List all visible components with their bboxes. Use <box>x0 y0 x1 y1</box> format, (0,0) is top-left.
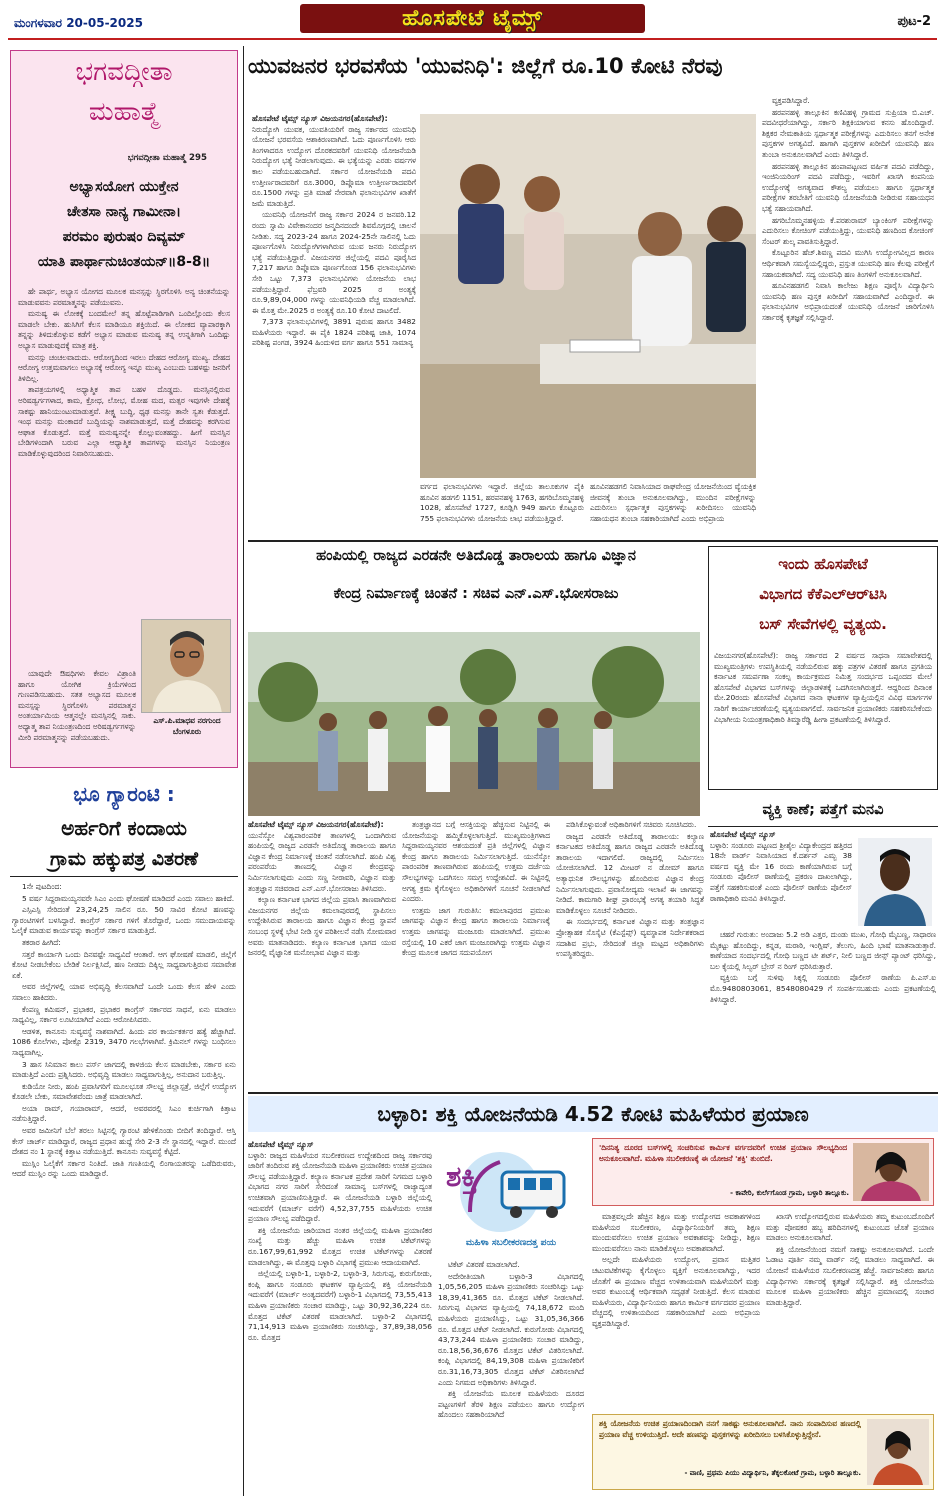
yuvanidhi-photo <box>420 114 756 478</box>
hampi-col-2 <box>402 820 550 1088</box>
hampi-headline-1: ಹಂಪಿಯಲ್ಲಿ ರಾಜ್ಯದ ಎರಡನೇ ಅತಿದೊಡ್ಡ ತಾರಾಲಯ ಹಾಗೂ ವಿಜ್ಞಾನ <box>316 548 636 564</box>
bhoo-para: 3 ಹಾಸ ಸಿನಿಮಾನ ಕಾಲು ಪರ್ಸ್ ಜಾಗದಲ್ಲಿ ಕಾಳಜಿಯ ಕೆಲಸ ಮಾಡಬೇಕು, ಸರ್ಕಾರ ಏನು ಮಾಡುತ್ತಿದೆ ಎಂದು ಪ್ರಶ್ನಿಸಿದರು. ಅಭಿವೃದ್ಧಿ ಮಾಡಲು ಸಾಧ್ಯವಾಗುತ್ತಿಲ್ಲ, ಅನುದಾನ ಬರುತ್ತಿಲ್ಲ. <box>12 1059 236 1080</box>
shloka-line: ಪರಮಂ ಪುರುಷಂ ದಿವ್ಯಮ್ <box>62 229 186 245</box>
woman-portrait-icon <box>853 1143 929 1201</box>
shakti-col-2 <box>438 1260 584 1492</box>
masthead <box>0 0 945 40</box>
bhoo-para: ಅಯಾ ರಾಮ್, ಗಯಾರಾಮ್, ಆದರೆ, ಅವರವರಲ್ಲಿ ಸಿಎಂ ಕುರ್ಚಿಗಾಗಿ ಕಿತ್ತಾಟ ನಡೆಸುತ್ತಿದ್ದಾರೆ. <box>12 1103 236 1124</box>
bhoo-para: ಎಸ್ಸಿಎಸ್ಪಿ ಸೇರಿದಂತೆ 23,24,25 ಸಾಲಿನ ರೂ. 50 ಸಾವಿರ ಕೋಟಿ ಹಣವನ್ನು ಗ್ಯಾರಂಟಿಗಳಿಗೆ ಬಳಸಿದ್ದಾರೆ. ಕಾಂಗ್ರೆಸ್ ಸರ್ಕಾರ ಗಳಿಗೆ ತೊರೆದ್ದಾರೆ, ಒಂದು ಸಮುದಾಯವನ್ನು ಓಲೈಕೆ ಮಾಡುವ ಕಾರ್ಯವನ್ನು ಕಾಂಗ್ರೆಸ್ ಸರ್ಕಾರ ಮಾಡುತ್ತಿದೆ. <box>12 905 236 936</box>
quote-2-photo <box>867 1419 929 1485</box>
quote-2-author: - ವಾಣಿ, ಪ್ರಥಮ ಪಿಯು ವಿದ್ಯಾರ್ಥಿನಿ, ತೆಕ್ಕಲಕೋಟೆ ಗ್ರಾಮ, ಬಳ್ಳಾರಿ ತಾಲ್ಲೂಕು. <box>684 1469 861 1477</box>
shakti-logo-caption: ಮಹಿಳಾ ಸಬಲೀಕರಣದತ್ತ ಪಯ <box>465 1238 557 1248</box>
yuvanidhi-para: ಕೊಟ್ಟೂರಿನ ಹೆಚ್.ಶಿವಣ್ಣ ಪದವಿ ಮುಗಿಸಿ ಉದ್ಯೋಗವಿಲ್ಲದ ಕಾರಣ ಆರ್ಥಿಕವಾಗಿ ಸಮಸ್ಯೆಯಲ್ಲಿದ್ದರು, ಪ್ರಸ್ತುತ ಯುವನಿಧಿ ಹಣ ಕೆಲವು ಪರೀಕ್ಷೆಗೆ ಸಹಾಯಕವಾಗಿದೆ. ಸದ್ಯ ಯುವನಿಧಿ ಹಣ ತಿಂಗಳಿಗೆ ಅನುಕೂಲವಾಗಿದೆ. <box>762 248 934 279</box>
shakti-col-1 <box>248 1140 432 1492</box>
quote-2-text: ಶಕ್ತಿ ಯೋಜನೆಯ ಉಚಿತ ಪ್ರಯಾಣದಿಂದಾಗಿ ನನಗೆ ಸಾಕಷ್ಟು ಅನುಕೂಲವಾಗಿದೆ. ನಾನು ಸಂಪಾದಿಸುವ ಹಣದಲ್ಲಿ ಪ್ರಯಾಣ ವೆಚ್ಚ ಉಳಿಯುತ್ತಿದೆ. ಅದೇ ಹಣವನ್ನು ಪುಸ್ತಕಗಳನ್ನು ಖರೀದಿಸಲು ಬಳಸಿಕೊಳ್ಳುತ್ತಿದ್ದೇನೆ. <box>599 1419 861 1439</box>
yuvanidhi-para: ಹಗರಿಬೊಮ್ಮನಹಳ್ಳಿಯ ಕೆ.ಪರಶುರಾಮ್ ಬ್ಯಾಂಕಿಂಗ್ ಪರೀಕ್ಷೆಗಳನ್ನು ಎದುರಿಸಲು ಕೋಚಿಂಗ್ ಪಡೆಯುತ್ತಿದ್ದು, ಯುವನಿಧಿ ಹಣದಿಂದ ಕೋಚಿಂಗ್ ಸೆಂಟರ್ ಶುಲ್ಕ ಪಾವತಿಸುತ್ತಿದ್ದಾರೆ. <box>762 215 934 246</box>
shakti-quote-2 <box>592 1414 934 1490</box>
missing-person-photo <box>858 838 932 926</box>
masthead-date: ಮಂಗಳವಾರ 20-05-2025 <box>14 16 143 30</box>
kkrtc-headline-2: ವಿಭಾಗದ ಕೆಕೆಎಲ್‌ಆರ್‌ಟಿಸಿ <box>759 585 887 603</box>
gita-para: ಯಾವುದೇ ಔಷಧಿಗಳು ಕೇವಲ ವಿಶ್ರಾಂತಿ ಹಾಗೂ ಯೋಗಿಕ ಕ್ರಿಯೆಗಳಿಂದ ಗುಣಪಡಿಸಬಹುದು. ಸತತ ಅಭ್ಯಾಸದ ಮೂಲಕ ಮನಸ್ಸನ್ನು ಸ್ಥಿರಗೊಳಿಸಿ ಪರಮಾತ್ಮನ ಅಂತರ್ಯಾಮಿಯ ಆತ್ಮನಲ್ಲೇ ಮನಸ್ಸಿನಲ್ಲಿ ಸಾಕು. ಅಧ್ಯಾತ್ಮ ತಾಪ ನಿಯಂತ್ರಣದಿಂದ ಅರಿಷಡ್ವರ್ಗಗಳನ್ನು ಮೀರಿ ಪರಮಾತ್ಮನನ್ನು ಪಡೆಯಬಹುದು. <box>18 669 136 742</box>
missing-rule <box>708 826 938 827</box>
author-name: ಎಸ್.ಪಿ.ಮಾಧವ ನರಗುಂದ <box>153 716 221 725</box>
hampi-byline: ಹೊಸಪೇಟೆ ಟೈಮ್ಸ್ ನ್ಯೂಸ್ ವಿಜಯನಗರ(ಹೊಸಪೇಟೆ): <box>248 820 384 829</box>
missing-headline: ವ್ಯಕ್ತಿ ಕಾಣೆ; ಪತ್ತೆಗೆ ಮನವಿ <box>762 802 884 818</box>
column-rule <box>243 46 244 1496</box>
shakti-para: ಶಕ್ತಿ ಯೋಜನೆಯ ಮೂಲಕ ಮಹಿಳೆಯರು ದೂರದ ಪಟ್ಟಣಗಳಿಗೆ ತೆರಳಿ ಶಿಕ್ಷಣ ಪಡೆಯಲು ಹಾಗೂ ಉದ್ಯೋಗ ಹೊಂದಲು ಸಹಕಾರಿಯಾಗಿದೆ <box>438 1389 584 1420</box>
section-rule <box>248 1092 938 1094</box>
page-number: ಪುಟ-2 <box>897 14 931 29</box>
bhoo-headline-2: ಅರ್ಹರಿಗೆ ಕಂದಾಯ <box>61 816 187 840</box>
bhoo-body <box>12 882 236 1490</box>
quote-1-photo <box>853 1143 929 1201</box>
shakti-para: ಜಿಲ್ಲೆಯಲ್ಲಿ ಬಳ್ಳಾರಿ-1, ಬಳ್ಳಾರಿ-2, ಬಳ್ಳಾರಿ-3, ಸಿರುಗುಪ್ಪ, ಕುರುಗೋಡು, ಕಂಪ್ಲಿ ಹಾಗೂ ಸಂಡೂರು ಘಟಕಗಳ ವ್ಯಾಪ್ತಿಯಲ್ಲಿ ಶಕ್ತಿ ಯೋಜನೆಯಡಿ ಇದುವರೆಗೆ (ಮಾರ್ಚ್ ಅಂತ್ಯದವರೆಗೆ) ಬಳ್ಳಾರಿ-1 ವಿಭಾಗದಲ್ಲಿ 73,55,413 ಮಹಿಳಾ ಪ್ರಯಾಣಿಕರು ಸಂಚಾರ ಮಾಡಿದ್ದು, ಒಟ್ಟು 30,92,36,224 ರೂ. ಮೊತ್ತದ ಟಿಕೆಟ್ ವಿತರಣೆ ಮಾಡಲಾಗಿದೆ. ಬಳ್ಳಾರಿ-2 ವಿಭಾಗದಲ್ಲಿ 71,14,913 ಮಹಿಳಾ ಪ್ರಯಾಣಿಕರು ಸಂಚರಿಸಿದ್ದು, 37,89,38,056 ರೂ. ಮೊತ್ತದ <box>248 1269 432 1342</box>
paper-name-logo: ಹೊಸಪೇಟೆ ಟೈಮ್ಸ್ <box>300 4 645 33</box>
yuvanidhi-col-2: ವರ್ಗದ ಫಲಾನುಭವಿಗಳು ಇದ್ದಾರೆ. ಜಿಲ್ಲೆಯ ತಾಲೂಕುಗಳ ಪೈಕಿ ಹೂವಿನ ಹಡಗಲಿ 1151, ಹರಪನಹಳ್ಳಿ 1763, ಹಗರಿಬೊಮ್ಮನಹಳ್ಳಿ 1028, ಹೊಸಪೇಟೆ 1727, ಕೂಡ್ಲಿಗಿ 949 ಹಾಗೂ ಕೊಟ್ಟೂರು 755 ಫಲಾನುಭವಿಗಳು ಯೋಜನೆಯ ಲಾಭ ಪಡೆಯುತ್ತಿದ್ದಾರೆ. <box>420 482 584 523</box>
bhoo-headline-1: ಭೂ ಗ್ಯಾರಂಟಿ : <box>73 782 175 806</box>
missing-byline: ಹೊಸಪೇಟೆ ಟೈಮ್ಸ್ ನ್ಯೂಸ್ <box>710 830 776 839</box>
quote-1-author: - ಕಾವೇರಿ, ಕುರ್ಲೆಗೊಂಡ ಗ್ರಾಮ, ಬಳ್ಳಾರಿ ತಾಲ್ಲೂಕು. <box>730 1189 849 1197</box>
site-visit-photo-icon <box>248 632 700 816</box>
shakti-byline: ಹೊಸಪೇಟೆ ಟೈಮ್ಸ್ ನ್ಯೂಸ್ <box>248 1140 314 1149</box>
masthead-rule <box>8 38 937 40</box>
shakti-para: ಟಿಕೆಟ್ ವಿತರಣೆ ಮಾಡಲಾಗಿದೆ. <box>448 1260 520 1269</box>
yuvanidhi-para: ಹರಪನಹಳ್ಳಿ ತಾಲ್ಲೂಕಿನ ಹಂಪಾಪಟ್ಟಣದ ವರ್ಷಿತ ಪದವಿ ಪಡೆದಿದ್ದು, ಇಂಜಿನಿಯರಿಂಗ್ ಪದವಿ ಪಡೆದಿದ್ದು, ಇವರಿಗೆ ಖಾಸಗಿ ಕಂಪನಿಯ ಉದ್ಯೋಗಕ್ಕೆ ಅಗತ್ಯವಾದ ಕೌಶಲ್ಯ ಪಡೆಯಲು ಹಾಗೂ ಸ್ಪರ್ಧಾತ್ಮಕ ಪರೀಕ್ಷೆಗಳ ತರಬೇತಿಗೆ ಯುವನಿಧಿ ಯೋಜನೆಯಡಿ ನೀಡಿರುವ ಸಹಾಯಧನ ಭತ್ಯೆ ಸಹಾಯವಾಗಿದೆ. <box>762 161 934 213</box>
missing-para: ಚಹರೆ ಗುರುತು: ಅಂದಾಜು 5.2 ಅಡಿ ಎತ್ತರ, ದುಂಡು ಮುಖ, ಗೋಧಿ ಮೈಬಣ್ಣ, ಸಾಧಾರಣ ಮೈಕಟ್ಟು ಹೊಂದಿದ್ದು, ಕನ್ನಡ, ಮರಾಠಿ, ಇಂಗ್ಲಿಷ್, ತೆಲುಗು, ಹಿಂದಿ ಭಾಷೆ ಮಾತನಾಡುತ್ತಾರೆ. ಕಾಣೆಯಾದ ಸಂದರ್ಭದಲ್ಲಿ ಗೋಧಿ ಬಣ್ಣದ ಟೀ ಶರ್ಟ್, ನೀಲಿ ಬಣ್ಣದ ಜೀನ್ಸ್ ಪ್ಯಾಂಟ್ ಧರಿಸಿದ್ದು, ಬಲ ಕೈಯಲ್ಲಿ ಸಿಲ್ವರ್ ಬ್ರೇಸ್ ನ ರಿಂಗ್ ಧರಿಸಿರುತ್ತಾರೆ. <box>710 930 936 971</box>
gita-para: ತಾಪತ್ರಯಗಳಲ್ಲಿ ಅಧ್ಯಾತ್ಮಿಕ ತಾಪ ಬಹಳ ದೊಡ್ಡದು. ಮನಸ್ಸಿನಲ್ಲಿರುವ ಅರಿಷಡ್ವರ್ಗಗಳಾದ, ಕಾಮ, ಕ್ರೋಧ, ಲೋಭ, ಮೋಹ ಮದ, ಮತ್ಸರ ಇವುಗಳೇ ದೇಹಕ್ಕೆ ಸಾಕಷ್ಟು ಹಾನಿಯುಂಟುಮಾಡುತ್ತವೆ. ತೀಕ್ಷ್ಣ ಬುದ್ಧಿ, ಧೃಢ ಮನಸ್ಸು ತಾನೇ ಸ್ವತಃ ಕೆಡುತ್ತದೆ. ಇಂಥ ಮನಸ್ಸು ಮಂಕಾದರೆ ಬುದ್ಧಿಯನ್ನು ನಾಶಮಾಡುತ್ತದೆ, ಮತ್ತೆ ದೇಹವನ್ನು ಕರಗಿಸುವ ಆಘಾತ ಕೊಡುತ್ತದೆ. ಮತ್ತೆ ಮನುಷ್ಯನನ್ನೇ ಕೊಲ್ಲುವಂತಹದ್ದು. ಹೀಗೆ ಮನಸ್ಸಿನ ಬೇಡಿಗಳಿಂದಾಗಿ ಬರುವ ಎಲ್ಲಾ ಆಧ್ಯಾತ್ಮಿಕ ತಾಪಗಳನ್ನು ಮನಸ್ಸಿನ ನಿಯಂತ್ರಣ ಮಾಡಿಕೊಳ್ಳುವುದರಿಂದ ನಿವಾರಿಸಬಹುದು. <box>18 385 230 458</box>
yuvanidhi-para: ಹರಪನಹಳ್ಳಿ ತಾಲ್ಲೂಕಿನ ಕಣಿವಿಹಳ್ಳಿ ಗ್ರಾಮದ ಸುಪ್ರಿಯಾ ಬಿ.ಎಚ್. ಪದವೀಧರೆಯಾಗಿದ್ದು, ಸರ್ಕಾರಿ ಶಿಕ್ಷಕಿಯಾಗುವ ಕನಸು ಹೊಂದಿದ್ದಾರೆ. ಶಿಕ್ಷಕರ ನೇಮಕಾತಿಯ ಸ್ಪರ್ಧಾತ್ಮಕ ಪರೀಕ್ಷೆಗಳನ್ನು ಎದುರಿಸಲು ತನಗೆ ಅನೇಕ ಪುಸ್ತಕಗಳ ಅಗತ್ಯವಿದೆ. ಹಾಗಾಗಿ ಪುಸ್ತಕಗಳ ಖರೀದಿಗೆ ಯುವನಿಧಿ ಹಣ ತುಂಬಾ ಅನುಕೂಲವಾಗಿದೆ ಎಂದು ತಿಳಿಸಿದ್ದಾರೆ. <box>762 107 934 159</box>
missing-body-top <box>710 830 852 928</box>
kkrtc-headline-3: ಬಸ್ ಸೇವೆಗಳಲ್ಲಿ ವ್ಯತ್ಯಯ. <box>759 615 887 633</box>
shakti-headline: ಬಳ್ಳಾರಿ: ಶಕ್ತಿ ಯೋಜನೆಯಡಿ 4.52 ಕೋಟಿ ಮಹಿಳೆಯರ ಪ್ರಯಾಣ <box>248 1096 938 1132</box>
yuvanidhi-byline: ಹೊಸಪೇಟೆ ಟೈಮ್ಸ್ ನ್ಯೂಸ್ ವಿಜಯನಗರ(ಹೊಸಪೇಟೆ): <box>252 114 388 123</box>
gita-para: ಮನಸ್ಸು ಚಂಚಲವಾದುದು. ಆರೋಗ್ಯದಿಂದ ಇರಲು ದೇಹದ ಆರೋಗ್ಯ ಮುಖ್ಯ. ದೇಹದ ಆರೋಗ್ಯ ಉತ್ತಮವಾಗಲು ಅಭ್ಯಾಸಕ್ಕೆ ಆರೋಗ್ಯ ಇನ್ನೂ ಮುಖ್ಯ ಎಂಬುದು ಬಹಳಷ್ಟು ಜನರಿಗೆ ತಿಳಿದಿಲ್ಲ. <box>18 352 230 383</box>
kkrtc-headline-1: ಇಂದು ಹೊಸಪೇಟೆ <box>778 555 868 573</box>
gita-title-2: ಮಹಾತ್ಮೆ <box>88 97 160 127</box>
hampi-article <box>248 544 704 1090</box>
hampi-para: ಈ ಸಂದರ್ಭದಲ್ಲಿ ಕರ್ನಾಟಕ ವಿಜ್ಞಾನ ಮತ್ತು ತಂತ್ರಜ್ಞಾನ ಪ್ರೋತ್ಸಾಹಕ ಸೊಸೈಟಿ (ಕೆಎಸ್ಟೆಪ್ಸ್) ವ್ಯವಸ್ಥಾಪಕ ನಿರ್ದೇಶಕರಾದ ಸದಾಶಿವ ಪ್ರಭು, ಸೇರಿದಂತೆ ಜಿಲ್ಲಾ ಮಟ್ಟದ ಅಧಿಕಾರಿಗಳು ಉಪಸ್ಥಿತರಿದ್ದರು. <box>556 917 704 959</box>
shloka-line: ಚೇತಸಾ ನಾನ್ಯ ಗಾಮೀನಾ। <box>66 204 182 220</box>
missing-body-bottom <box>710 930 936 1088</box>
gita-box <box>10 50 238 768</box>
hampi-para: ಕಲ್ಯಾಣ ಕರ್ನಾಟಕ ಭಾಗದ ಜಿಲ್ಲೆಯ ಪ್ರವಾಸಿ ತಾಣವಾಗಿರುವ ವಿಜಯನಗರ ಜಿಲ್ಲೆಯ ಕಮಲಾಪುರದಲ್ಲಿ ಸ್ಥಾಪಿಸಲು ಉದ್ದೇಶಿಸಿರುವ ತಾರಾಲಯ ಹಾಗೂ ವಿಜ್ಞಾನ ಕೇಂದ್ರ ಸ್ಥಾಪನೆ ಸಂಬಂಧ ಸ್ಥಳಕ್ಕೆ ಭೇಟಿ ನೀಡಿ ಸ್ಥಳ ಪರಿಶೀಲನೆ ನಡೆಸಿ ಸೋಮವಾರ ಅವರು ಮಾತನಾಡಿದರು. ಕಲ್ಯಾಣ ಕರ್ನಾಟಕ ಭಾಗದ ಯುವ ಜನರಲ್ಲಿ ವೈಜ್ಞಾನಿಕ ಮನೋಭಾವ ವಿಜ್ಞಾನ ಮತ್ತು <box>248 895 396 958</box>
hampi-photo <box>248 632 700 816</box>
shakti-para: ಮಾತ್ರವಲ್ಲದೇ ಹೆಚ್ಚಿನ ಶಿಕ್ಷಣ ಮತ್ತು ಉದ್ಯೋಗದ ಅವಕಾಶಗಳಿಂದ ಮಹಿಳೆಯರ ಸಬಲೀಕರಣ, ವಿದ್ಯಾರ್ಥಿನಿಯರಿಗೆ ತಮ್ಮ ಶಿಕ್ಷಣ ಮುಂದುವರೆಸಲು ಉಚಿತ ಪ್ರಯಾಣ ಅವಕಾಶವನ್ನು ನೀಡಿದ್ದು, ಶಿಕ್ಷಣ ಮುಂದುವರೆಸಲು ನಾನು ಮಾಡಿಕೊಳ್ಳಲು ಅವಕಾಶವಾಗಿದೆ. <box>592 1212 760 1253</box>
author-place: ಬೆಂಗಳೂರು <box>172 727 202 736</box>
bhoo-para: ತಕರಾರ ಹೀಗಿದೆ: <box>22 937 61 947</box>
yuvanidhi-para: ನಿರುದ್ಯೋಗಿ ಯುವಕ, ಯುವತಿಯರಿಗೆ ರಾಜ್ಯ ಸರ್ಕಾರದ ಯುವನಿಧಿ ಯೋಜನೆ ಭರವಸೆಯ ಆಶಾಕಿರಣವಾಗಿದೆ. ಓದು ಪೂರ್ಣಗೊಳಿಸಿ ಆರು ತಿಂಗಳಾದರೂ ಉದ್ಯೋಗ ದೊರಕದವರಿಗೆ ಯುವನಿಧಿ ಯೋಜನೆಯಡಿ ನಿರುದ್ಯೋಗ ಭತ್ಯೆ ನೀಡಲಾಗುವುದು. ಈ ಭತ್ಯೆಯನ್ನು ಎರಡು ವರ್ಷಗಳ ಕಾಲ ಪಡೆಯಬಹುದಾಗಿದೆ. ಸರ್ಕಾರ ಯೋಜನೆಯಡಿ ಪದವಿ ಉತ್ತೀರ್ಣರಾದವರಿಗೆ ರೂ.3000, ಡಿಪ್ಲೊಮಾ ಉತ್ತೀರ್ಣರಾದವರಿಗೆ ರೂ.1500 ಗಳನ್ನು ಪ್ರತಿ ಮಾಹೆ ನೇರವಾಗಿ ಫಲಾನುಭವಿಗಳ ಖಾತೆಗೆ ಜಮೆ ಮಾಡುತ್ತಿದೆ. <box>252 124 416 208</box>
bhoo-rule <box>10 876 238 877</box>
yuvanidhi-col-4 <box>762 96 934 536</box>
missing-article <box>708 798 938 1090</box>
hampi-col-3 <box>556 820 704 1088</box>
yuvanidhi-col-3: ಹೂವಿನಹಡಗಲಿ ನಿವಾಸಿಯಾದ ರಾಘವೇಂದ್ರ ಯೋಜನೆಯಿಂದ ವ್ಯೆಯಕ್ತಿಕ ಜೀವನಕ್ಕೆ ತುಂಬಾ ಅನುಕೂಲವಾಗಿದ್ದು, ಮುಂದಿನ ಪರೀಕ್ಷೆಗಳನ್ನು ಎದುರಿಸಲು ಸ್ಪರ್ಧಾತ್ಮಕ ಪುಸ್ತಕಗಳನ್ನು ಖರೀದಿಸಲು ಯುವನಿಧಿ ಸಹಾಯಧನ ತುಂಬಾ ಸಹಕಾರಿಯಾಗಿದೆ ಎಂದು ಅಭಿಪ್ರಾಯ <box>590 482 756 523</box>
yuvanidhi-para: ಯುವನಿಧಿ ಯೋಜನೆಗೆ ರಾಜ್ಯ ಸರ್ಕಾರ 2024 ರ ಜನವರಿ.12 ರಂದು ಸ್ವಾಮಿ ವಿವೇಕಾನಂದರ ಜನ್ಮದಿನದಂದೇ ಶಿವಮೊಗ್ಗದಲ್ಲಿ ಚಾಲನೆ ನೀಡಿತು. ಸದ್ಯ 2023-24 ಹಾಗೂ 2024-25ನೇ ಸಾಲಿನಲ್ಲಿ ಓದು ಪೂರ್ಣಗೊಳಿಸಿ ನಿರುದ್ಯೋಗಿಗಳಾಗಿರುವ ಯುವ ಜನರು ನಿರುದ್ಯೋಗ ಭತ್ಯೆ ಪಡೆಯುತ್ತಿದ್ದಾರೆ. ವಿಜಯನಗರ ಜಿಲ್ಲೆಯಲ್ಲಿ ಪದವಿ ಪೂರೈಸಿದ 7,217 ಹಾಗೂ ಡಿಪ್ಲೊಮಾ ಪೂರ್ಣಗೊಂಡ 156 ಫಲಾನುಭವಿಗಳು ಸೇರಿ ಒಟ್ಟು 7,373 ಫಲಾನುಭವಿಗಳು ಯೋಜನೆಯ ಲಾಭ ಪಡೆಯುತ್ತಿದ್ದಾರೆ. ಫೆಬ್ರವರಿ 2025 ರ ಅಂತ್ಯಕ್ಕೆ ರೂ.9,89,04,000 ಗಳನ್ನು ಯುವನಿಧಿಯಡಿ ವೆಚ್ಚ ಮಾಡಲಾಗಿದೆ. ಈ ಮೊತ್ತ ಮೇ.2025 ರ ಅಂತ್ಯಕ್ಕೆ ರೂ.10 ಕೋಟಿ ದಾಟಲಿದೆ. <box>252 210 416 315</box>
gita-para: ಹೇ ಪಾರ್ಥ, ಅಭ್ಯಾಸ ಯೋಗದ ಮೂಲಕ ಮನಸ್ಸನ್ನು ಸ್ಥಿರಗೊಳಿಸಿ ಅನ್ಯ ಚಿಂತನೆಯನ್ನು ಮಾಡುವವನು ಪರಮಾತ್ಮನನ್ನು ಪಡೆಯುವನು. <box>18 287 230 307</box>
yuvanidhi-para: 7,373 ಫಲಾನುಭವಿಗಳಲ್ಲಿ 3891 ಪುರುಷ ಹಾಗೂ 3482 ಮಹಿಳೆಯರು ಇದ್ದಾರೆ. ಈ ಪೈಕಿ 1824 ಪರಿಶಿಷ್ಟ ಜಾತಿ, 1074 ಪರಿಶಿಷ್ಟ ಪಂಗಡ, 3924 ಹಿಂದುಳಿದ ವರ್ಗ ಹಾಗೂ 551 ಸಾಮಾನ್ಯ <box>252 317 416 348</box>
author-photo <box>141 619 231 713</box>
yuvanidhi-col-1 <box>252 114 416 534</box>
yuvanidhi-para: ಹೂವಿನಹಡಗಲಿ ನಿವಾಸಿ ಕಾಲೇಜು ಶಿಕ್ಷಣ ಪೂರೈಸಿ ವಿದ್ಯಾರ್ಥಿನಿ ಯುವನಿಧಿ ಹಣ ಪುಸ್ತಕ ಖರೀದಿಗೆ ಸಹಾಯವಾಗಿದೆ ಎಂದಿದ್ದಾರೆ. ಈ ಫಲಾನುಭವಿಗಳ ಅಭಿಪ್ರಾಯದಂತೆ ಯುವನಿಧಿ ಯೋಜನೆ ಜಾರಿಗೊಳಿಸಿ ಸರ್ಕಾರಕ್ಕೆ ಕೃತಜ್ಞತೆ ಸಲ್ಲಿಸಿದ್ದಾರೆ. <box>762 281 934 322</box>
gita-shloka <box>15 175 233 275</box>
shloka-line: ಯಾತಿ ಪಾರ್ಥಾನುಚಿಂತಯನ್॥8-8॥ <box>37 254 211 270</box>
yuvanidhi-headline: ಯುವಜನರ ಭರವಸೆಯ 'ಯುವನಿಧಿ': ಜಿಲ್ಲೆಗೆ ರೂ.10 ಕೋಟಿ ನೆರವು <box>248 54 723 78</box>
shakti-para: ಅದೇರೀತಿಯಾಗಿ ಬಳ್ಳಾರಿ-3 ವಿಭಾಗದಲ್ಲಿ 1,05,56,205 ಮಹಿಳಾ ಪ್ರಯಾಣಿಕರು ಸಂಚರಿಸಿದ್ದು ಒಟ್ಟು 18,39,41,365 ರೂ. ಮೊತ್ತದ ಟಿಕೆಟ್ ನೀಡಲಾಗಿದೆ. ಸಿರುಗುಪ್ಪ ವಿಭಾಗದ ವ್ಯಾಪ್ತಿಯಲ್ಲಿ 74,18,672 ಮಂದಿ ಮಹಿಳೆಯರು ಪ್ರಯಾಣಿಸಿದ್ದು, ಒಟ್ಟು 31,05,36,366 ರೂ. ಮೊತ್ತದ ಟಿಕೆಟ್ ನೀಡಲಾಗಿದೆ. ಕುರುಗೋಡು ವಿಭಾಗದಲ್ಲಿ 43,73,244 ಮಹಿಳಾ ಪ್ರಯಾಣಿಕರು ಸಂಚಾರ ಮಾಡಿದ್ದು, ರೂ.18,56,36,676 ಮೊತ್ತದ ಟಿಕೆಟ್ ವಿತರಿಸಲಾಗಿದೆ. ಕಂಪ್ಲಿ ವಿಭಾಗದಲ್ಲಿ 84,19,308 ಮಹಿಳಾ ಪ್ರಯಾಣಿಕರಿಗೆ ರೂ.31,16,73,305 ಮೊತ್ತದ ಟಿಕೆಟ್ ವಿತರಿಸಲಾಗಿದೆ ಎಂದು ನಿಗಮದ ಅಧಿಕಾರಿಗಳು ತಿಳಿಸಿದ್ದಾರೆ. <box>438 1271 584 1387</box>
shloka-line: ಅಭ್ಯಾಸಯೋಗ ಯುಕ್ತೇನ <box>69 179 179 195</box>
gita-series: ಭಗವದ್ಗೀತಾ ಮಹಾತ್ಮೆ 295 <box>127 153 207 163</box>
bhoo-para: ಅವರ ಜಿಲ್ಲೆಗಳಲ್ಲಿ ಯಾವ ಅಭಿವೃದ್ಧಿ ಕೆಲಸವಾಗಿದೆ ಒಂದೇ ಒಂದು ಕೆಲಸ ಹೇಳಿ ಎಂದು ಸವಾಲು ಹಾಕಿದರು. <box>12 982 236 1002</box>
missing-para: ವ್ಯಕ್ತಿಯ ಬಗ್ಗೆ ಸುಳಿವು ಸಿಕ್ಕಲ್ಲಿ ಸಂಡೂರು ಪೊಲೀಸ್ ಠಾಣೆಯ ಪಿ.ಎಸ್.ಐ ಮೊ.9480803061, 8548080429 ಗೆ ಸಂಪರ್ಕಿಸಬಹುದು ಎಂದು ಪ್ರಕಟಣೆಯಲ್ಲಿ ತಿಳಿಸಿದ್ದಾರೆ. <box>710 973 936 1004</box>
bhoo-para: ಆಡಳಿತ, ಕಾನೂನು ಸುವ್ಯವಸ್ಥೆ ನಾಶವಾಗಿದೆ. ಹಿಂದು ಪರ ಕಾರ್ಯಕರ್ತರ ಹತ್ಯೆ ಹೆಚ್ಚಾಗಿದೆ. 1086 ಕೊಲೆಗಳು, ಪೋಕ್ಸೊ 2319, 3470 ಗಲಭೆಗಳಾಗಿವೆ. ಕ್ರಿಮಿನಲ್ ಗಳನ್ನು ಬಂಧಿಸಲು ಸಾಧ್ಯವಾಗಿಲ್ಲ. <box>12 1026 236 1057</box>
kkrtc-body: ವಿಜಯನಗರ(ಹೊಸಪೇಟೆ): ರಾಜ್ಯ ಸರ್ಕಾರದ 2 ವರ್ಷದ ಸಾಧನಾ ಸಮಾವೇಶದಲ್ಲಿ ಮುಖ್ಯಮಂತ್ರಿಗಳು ಉಪಸ್ಥಿತಿಯಲ್ಲಿ ನಡೆಯಲಿರುವ ಹಕ್ಕು ಪತ್ರಗಳ ವಿತರಣೆ ಹಾಗೂ ಪ್ರಗತಿಯ ಕರ್ನಾಟಕ ಸಮರ್ಪಣಾ ಸಂಕಲ್ಪ ಕಾರ್ಯಕ್ರಮದ ನಿಮಿತ್ತ ಸಂದರ್ಭದ ಒಪ್ಪಂದದ ಮೇಲೆ ಹೊಸಪೇಟೆ ವಿಭಾಗದ ಬಸ್‌ಗಳನ್ನು ಜಿಲ್ಲಾಡಳಿತಕ್ಕೆ ಒದಗಿಸಲಾಗಿರುತ್ತದೆ. ಆದ್ದರಿಂದ ದಿನಾಂಕ ಮೇ.20ರಂದು ಹೊಸಪೇಟೆ ವಿಭಾಗದ ನಾನಾ ಘಟಕಗಳ ವ್ಯಾಪ್ತಿಯಲ್ಲಿನ ವಿವಿಧ ಮಾರ್ಗಗಳ ಸಾರಿಗೆ ಕಾರ್ಯಾಚರಣೆಯಲ್ಲಿ ವ್ಯತ್ಯಯವಾಗಲಿದೆ. ಸಾರ್ವಜನಿಕ ಪ್ರಯಾಣಿಕರು ಸಹಕರಿಸಬೇಕೆಂದು ವಿಭಾಗೀಯ ನಿಯಂತ್ರಣಾಧಿಕಾರಿ ತಿಮ್ಮಾರೆಡ್ಡಿ ಹೀಗಾ ಪ್ರಕಟಣೆಯಲ್ಲಿ ತಿಳಿಸಿದ್ದಾರೆ. <box>714 651 932 724</box>
gita-body <box>18 287 230 667</box>
hampi-para: ರಾಜ್ಯದ ಎರಡನೇ ಅತಿದೊಡ್ಡ ತಾರಾಲಯ: ಕಲ್ಯಾಣ ಕರ್ನಾಟಕದ ಅತಿದೊಡ್ಡ ಹಾಗೂ ರಾಜ್ಯದ ಎರಡನೇ ಅತಿದೊಡ್ಡ ತಾರಾಲಯ ಇದಾಗಲಿದೆ. ರಾಜ್ಯದಲ್ಲಿ ನಿರ್ಮಿಸಲು ಯೋಜಿಸಲಾಗಿದೆ. 12 ಮೀಟರ್ ನ ಡೋಮ್ ಹಾಗೂ ಅತ್ಯಾಧುನಿಕ ಸೌಲಭ್ಯಗಳನ್ನು ಹೊಂದಿರುವ ವಿಜ್ಞಾನ ಕೇಂದ್ರ ನಿರ್ಮಿಸಲಾಗುವುದು. ಪ್ರವಾಸೋದ್ಯಮ ಇಲಾಖೆ ಈ ಜಾಗವನ್ನು ನೀಡಿದೆ. ಕಾಮಗಾರಿ ಶೀಘ್ರ ಪ್ರಾರಂಭಕ್ಕೆ ಅಗತ್ಯ ತಯಾರಿ ಸಿದ್ಧತೆ ಮಾಡಿಕೊಳ್ಳಲು ಸೂಚನೆ ನೀಡಿದರು. <box>556 831 704 915</box>
author-portrait-icon <box>142 620 231 713</box>
bhoo-para: 5 ವರ್ಷ ಸಿದ್ದರಾಮಯ್ಯನವರೇ ಸಿಎಂ ಎಂದು ಘೋಷಣೆ ಮಾಡಿದರೆ ಎಂದು ಸವಾಲು ಹಾಕಿದೆ. <box>22 893 235 903</box>
hampi-col-1 <box>248 820 396 1088</box>
bhoo-para: ಕೆಂಪಣ್ಣ ಕಮಿಷನ್, ಪ್ರಭಾಕರ, ಪ್ರಭಾಕರ ಕಾಂಗ್ರೆಸ್ ಸರ್ಕಾರದ ಸಾಧನೆ, ಏನು ಮಾಡಲು ಸಾಧ್ಯವಿಲ್ಲ, ಸರ್ಕಾರ ಲೂಟಿಯಾಗಿದೆ ಎಂದು ಆರೋಪಿಸಿದರು. <box>12 1004 236 1025</box>
hampi-para: ಯುನೆಸ್ಕೋ ವಿಶ್ವಪಾರಂಪರಿಕ ತಾಣಗಳಲ್ಲಿ ಒಂದಾಗಿರುವ ಹಂಪಿಯಲ್ಲಿ ರಾಜ್ಯದ ಎರಡನೇ ಅತಿದೊಡ್ಡ ತಾರಾಲಯ ಹಾಗೂ ವಿಜ್ಞಾನ ಕೇಂದ್ರ ನಿರ್ಮಾಣಕ್ಕೆ ಚಿಂತನೆ ನಡೆಸಲಾಗಿದೆ. ಹಂಪಿ ವಿಶ್ವ ಪರಂಪರೆಯ ತಾಣದಲ್ಲಿ ವಿಜ್ಞಾನ ಕೇಂದ್ರವನ್ನು ನಿರ್ಮಿಸಲಾಗುವುದು ಎಂದು ಸಣ್ಣ ನೀರಾವರಿ, ವಿಜ್ಞಾನ ಮತ್ತು ತಂತ್ರಜ್ಞಾನ ಸಚಿವರಾದ ಎನ್.ಎಸ್.ಭೋಸರಾಜು ತಿಳಿಸಿದರು. <box>248 830 396 893</box>
yuvanidhi-para: ವ್ಯಕ್ತಪಡಿಸಿದ್ದಾರೆ. <box>772 96 810 105</box>
shakti-logo <box>440 1142 582 1256</box>
shakti-col-3 <box>592 1212 760 1408</box>
bhoo-headline-3: ಗ್ರಾಮ ಹಕ್ಕುಪತ್ರ ವಿತರಣೆ <box>50 848 198 870</box>
shakti-col-4 <box>766 1212 934 1408</box>
shakti-logo-word: ಶಕ್ತಿ <box>446 1160 477 1193</box>
bhoo-para: 1ನೇ ಪುಟದಿಂದ: <box>22 882 62 891</box>
shakti-para: ಶಕ್ತಿ ಯೋಜನೆಯಿಂದ ನಮಗೆ ಸಾಕಷ್ಟು ಅನುಕೂಲವಾಗಿದೆ. ಒಂದೇ ಓಡಾಟ ಪೂರ್ತಿ ನಮ್ಮ ವಾರ್ಡ್ ನಲ್ಲಿ ಮಾಡಲು ಸಾಧ್ಯವಾಗಿದೆ. ಈ ಯೋಜನೆ ಮಹಿಳೆಯರ ಸಬಲೀಕರಣದತ್ತ ಹೆಜ್ಜೆ. ಸಾರ್ವಜನಿಕರು ಹಾಗೂ ವಿದ್ಯಾರ್ಥಿಗಳು ಸರ್ಕಾರಕ್ಕೆ ಕೃತಜ್ಞತೆ ಸಲ್ಲಿಸಿದ್ದಾರೆ. ಶಕ್ತಿ ಯೋಜನೆಯ ಮೂಲಕ ಮಹಿಳಾ ಪ್ರಯಾಣಿಕರು ಹೆಚ್ಚಿನ ಪ್ರಮಾಣದಲ್ಲಿ ಸಂಚಾರ ಮಾಡುತ್ತಿದ್ದಾರೆ. <box>766 1244 934 1307</box>
bhoo-para: ಅವರ ಜಮೀನಿಗೆ ಬೆಲೆ ತರಲು ಸಿಟ್ಟಿನಲ್ಲಿ ಗ್ಯಾರಂಟಿ ಹೇಳಿಕೊಂಡು ಬೀದಿಗೆ ತಂದಿದ್ದಾರೆ. ಆಸ್ತಿ ಕೇಸ್ ಚಾರ್ಜ್ ಮಾಡಿದ್ದಾರೆ, ರಾಜ್ಯದ ಪ್ರಧಾನ ಹುದ್ದೆ ಸೇರಿ 2-3 ನೇ ಸ್ಥಾನದಲ್ಲಿ ಇದ್ದಾರೆ. ಮುಂದೆ ದೇಶದ ನಂ 1 ಸ್ಥಾನಕ್ಕೆ ಕಿತ್ತಾಟ ನಡೆಯುತ್ತಿದೆ. ಕಾನೂನು ಸುವ್ಯವಸ್ಥೆ ಕೆಟ್ಟಿದೆ. <box>12 1126 236 1157</box>
shakti-para: ಶಕ್ತಿ ಯೋಜನೆಯ ಜಾರಿಯಾದ ನಂತರ ಜಿಲ್ಲೆಯಲ್ಲಿ ಮಹಿಳಾ ಪ್ರಯಾಣಿಕರ ಸಂಖ್ಯೆ ಮತ್ತು ಹೆಚ್ಚು ಮಹಿಳಾ ಉಚಿತ ಟಿಕೆಟ್‌ಗಳನ್ನು ರೂ.167,99,61,992 ಮೊತ್ತದ ಉಚಿತ ಟಿಕೆಟ್‌ಗಳನ್ನು ವಿತರಣೆ ಮಾಡಲಾಗಿದ್ದು, ಈ ಮೊತ್ತವು ಬಳ್ಳಾರಿ ವಿಭಾಗಕ್ಕೆ ಪ್ರಮುಖ ಆದಾಯವಾಗಿದೆ. <box>248 1225 432 1267</box>
bhoo-para: ಮುಸ್ಲಿಂ ಓಲೈಕೆಗೆ ಸರ್ಕಾರ ನಿಂತಿದೆ. ಜಾತಿ ಗಣತಿಯಲ್ಲಿ ಲಿಂಗಾಯತರನ್ನು ಒಡೆದಿರುವರು, ಆದರೆ ಮುಸ್ಲಿಂ ರನ್ನು ಒಂದು ಮಾಡಿದ್ದಾರೆ. <box>12 1158 236 1179</box>
shakti-para: ಬಳ್ಳಾರಿ: ರಾಜ್ಯದ ಮಹಿಳೆಯರ ಸಬಲೀಕರಣದ ಉದ್ದೇಶದಿಂದ ರಾಜ್ಯ ಸರ್ಕಾರವು ಜಾರಿಗೆ ತಂದಿರುವ ಶಕ್ತಿ ಯೋಜನೆಯಡಿ ಮಹಿಳಾ ಪ್ರಯಾಣಿಕರು ಉಚಿತ ಪ್ರಯಾಣ ಸೌಲಭ್ಯ ಪಡೆಯುತ್ತಿದ್ದಾರೆ. ಕಲ್ಯಾಣ ಕರ್ನಾಟಕ ಪ್ರದೇಶ ಸಾರಿಗೆ ನಿಗಮದ ಬಳ್ಳಾರಿ ವಿಭಾಗದ ನಗರ ಸಾರಿಗೆ ಸೇರಿದಂತೆ ಸಾಮಾನ್ಯ ಬಸ್‌ಗಳಲ್ಲಿ ರಾಜ್ಯಾದ್ಯಂತ ಉಚಿತವಾಗಿ ಪ್ರಯಾಣಿಸುತ್ತಿದ್ದಾರೆ. ಈ ಯೋಜನೆಯಡಿ ಬಳ್ಳಾರಿ ಜಿಲ್ಲೆಯಲ್ಲಿ ಇದುವರೆಗೆ (ಮಾರ್ಚ್ ವರೆಗೆ) 4,52,37,755 ಮಹಿಳೆಯರು ಉಚಿತ ಪ್ರಯಾಣ ಸೌಲಭ್ಯ ಪಡೆದಿದ್ದಾರೆ. <box>248 1150 432 1224</box>
shakti-article <box>248 1096 938 1496</box>
bhoo-article <box>10 778 238 1494</box>
gita-para: ಮನುಷ್ಯ ಈ ಲೋಕಕ್ಕೆ ಬಂದಮೇಲೆ ತನ್ನ ಹೊಟ್ಟೆಪಾಡಿಗಾಗಿ ಒಂದಿಲ್ಲೊಂದು ಕೆಲಸ ಮಾಡಲೇ ಬೇಕು. ಹುಸಿಗಿಗೆ ಕೆಲಸ ಮಾಡಿಯೂ ಶಕ್ತಿಯಿದೆ. ಈ ಲೋಕದ ವ್ಯಾಪಾರಕ್ಕಾಗಿ ತನ್ನನ್ನು ತಿಳಿದುಕೊಳ್ಳುವ ಕಡೆಗೆ ಅಭ್ಯಾಸ ಮಾಡುವ ಮನುಷ್ಯ ತನ್ನ ಉನ್ನತಿಗಾಗಿ ಒಂದಿಷ್ಟು ಅಭ್ಯಾಸ ಮಾಡುವುದಕ್ಕೆ ಮಾತ್ರ ಶಕ್ತಿ. <box>18 309 230 350</box>
shakti-quote-1 <box>592 1138 934 1206</box>
shakti-para: ಖಾಸಗಿ ಉದ್ಯೋಗದಲ್ಲಿರುವ ಮಹಿಳೆಯರು ತಮ್ಮ ಕುಟುಂಬದೊಂದಿಗೆ ಮತ್ತು ಪೋಷಕರ ಹಬ್ಬ ಹರಿದಿನಗಳಲ್ಲಿ ಕುಟುಂಬದ ಜೊತೆ ಪ್ರಯಾಣ ಮಾಡಲು ಅನುಕೂಲವಾಗಿದೆ. <box>766 1212 934 1243</box>
missing-person-portrait-icon <box>858 838 932 926</box>
bhoo-para: ಸತ್ತರೆ ಕಾರ್ಯಾಗಿ ಒಂದು ದಿನವಷ್ಟೇ ಸಾಧ್ಯವಿದೆ ಆಂತಾರೆ. ಆಗ ಘೋಷಣೆ ಮಾಡಲಿ, ಜಿಲ್ಲೆಗೆ ಕೋಟಿ ನೀಡಬೇಕೆಂಬ ಬೇಡಿಕೆ ನಿರ್ಲಕ್ಷಿಸಿದೆ, ಹಣ ನೀಡದು ದಿಕ್ಕಿಲ್ಲ ಸಾಧ್ಯವಾಗುತ್ತಿರುವ ಸಮಾವೇಶ ಏಕೆ. <box>12 949 236 980</box>
quote-1-text: 'ದಿನನಿತ್ಯ ದೂರದ ಬಸ್‌ಗಳಲ್ಲಿ ಸಂಚರಿಸುವ ಕಾರ್ಮಿಕ ವರ್ಗದವರಿಗೆ ಉಚಿತ ಪ್ರಯಾಣ ಸೌಲಭ್ಯದಿಂದ ಅನುಕೂಲವಾಗಿದೆ. ಮಹಿಳಾ ಸಬಲೀಕರಣಕ್ಕೆ ಈ ಯೋಜನೆ 'ಶಕ್ತಿ' ತುಂಬಿದೆ. <box>599 1143 847 1163</box>
gita-title-1: ಭಗವದ್ಗೀತಾ <box>75 57 173 87</box>
meeting-photo-icon <box>420 114 756 478</box>
missing-para: ಬಳ್ಳಾರಿ: ಸಂಡೂರು ಪಟ್ಟಣದ ಶ್ರೀಶೈಲ ವಿದ್ಯಾಕೇಂದ್ರದ ಹತ್ತಿರದ 18ನೇ ವಾರ್ಡ್ ನಿವಾಸಿಯಾದ ಕೆ.ದರ್ಶನ್ ಎಮ್ಬ 38 ವರ್ಷದ ವ್ಯಕ್ತಿ ಮೇ 16 ರಂದು ಕಾಣೆಯಾಗಿರುವ ಬಗ್ಗೆ ಸಂಡೂರು ಪೊಲೀಸ್ ಠಾಣೆಯಲ್ಲಿ ಪ್ರಕರಣ ದಾಖಲಾಗಿದ್ದು, ಪತ್ತೆಗೆ ಸಹಕರಿಸುವಂತೆ ಎಂದು ಪೊಲೀಸ್ ಠಾಣೆಯ ಪೊಲೀಸ್ ಠಾಣಾಧಿಕಾರಿ ಮನವಿ ತಿಳಿಸಿದ್ದಾರೆ. <box>710 840 852 903</box>
hampi-para: ತಂತ್ರಜ್ಞಾನದ ಬಗ್ಗೆ ಆಸಕ್ತಿಯನ್ನು ಹೆಚ್ಚಿಸುವ ನಿಟ್ಟಿನಲ್ಲಿ ಈ ಯೋಜನೆಯನ್ನು ಹಮ್ಮಿಕೊಳ್ಳಲಾಗುತ್ತಿದೆ. ಮುಖ್ಯಮಂತ್ರಿಗಳಾದ ಸಿದ್ದರಾಮಯ್ಯನವರ ಆಶಯದಂತೆ ಪ್ರತಿ ಜಿಲ್ಲೆಗಳಲ್ಲಿ ವಿಜ್ಞಾನ ಕೇಂದ್ರ ಹಾಗೂ ತಾರಾಲಯ ನಿರ್ಮಿಸಲಾಗುತ್ತಿದೆ. ಯುನೆಸ್ಕೋ ಪಾರಂಪರಿಕ ತಾಣವಾಗಿರುವ ಹಂಪಿಯಲ್ಲಿ ಉತ್ತಮ ದರ್ಜೆಯ ಸೌಲಭ್ಯಗಳನ್ನು ಒದಗಿಸಲು ಸಮಗ್ರ ಉದ್ದೇಶವಿದೆ. ಈ ನಿಟ್ಟಿನಲ್ಲಿ ಅಗತ್ಯ ಕ್ರಮ ಕೈಗೊಳ್ಳಲು ಅಧಿಕಾರಿಗಳಿಗೆ ಸೂಚನೆ ನೀಡಲಾಗಿದೆ ಎಂದರು. <box>402 820 550 904</box>
student-portrait-icon <box>867 1419 929 1485</box>
gita-body-end <box>18 669 136 763</box>
kkrtc-box <box>708 546 938 790</box>
hampi-headline-2: ಕೇಂದ್ರ ನಿರ್ಮಾಣಕ್ಕೆ ಚಿಂತನೆ : ಸಚಿವ ಎನ್.ಎಸ್.ಭೋಸರಾಜು <box>333 586 619 602</box>
shakti-para: ಅಲ್ಲದೇ ಮಹಿಳೆಯರು ಉದ್ಯೋಗ, ಪ್ರವಾಸ ಮತ್ತಿತರ ಚಟುವಟಿಕೆಗಳನ್ನು ಕೈಗೊಳ್ಳಲು ವ್ಯಕ್ತಿಗೆ ಅನುಕೂಲವಾಗಿದ್ದು, ಇದರ ಜೊತೆಗೆ ಈ ಪ್ರಯಾಣ ವೆಚ್ಚದ ಉಳಿತಾಯವಾಗಿ ಮಹಿಳೆಯರಿಗೆ ಮತ್ತು ಅವರ ಕುಟುಂಬಕ್ಕೆ ಆರ್ಥಿಕವಾಗಿ ಸದೃಢತೆ ನೀಡುತ್ತಿದೆ. ಕೆಲಸ ಮಾಡುವ ಮಹಿಳೆಯರು, ವಿದ್ಯಾರ್ಥಿನಿಯರು ಹಾಗೂ ಕಾರ್ಮಿಕ ವರ್ಗದವರ ಪ್ರಯಾಣ ವೆಚ್ಚದಲ್ಲಿ ಉಳಿತಾಯದಿಂದ ಸಹಕಾರಿಯಾಗಿದೆ ಎಂದು ಅಭಿಪ್ರಾಯ ವ್ಯಕ್ತಪಡಿಸಿದ್ದಾರೆ. <box>592 1255 760 1328</box>
bhoo-para: ಕುಡಿಯೋ ನೀರು, ಹಂಪಿ ಪ್ರವಾಸಿಗರಿಗೆ ಮೂಲಭೂತ ಸೌಲಭ್ಯ ಜಿಲ್ಲಾಸ್ಪತ್ರೆ, ಜಿಲ್ಲೆಗೆ ಉದ್ಯೋಗ ಕೊಡಲೇ ಬೇಕು, ಸಮಾವೇಶವೆಂದು ಜಾತ್ರೆ ಮಾಡಲಾಗಿದೆ. <box>12 1081 236 1102</box>
section-rule <box>248 540 938 542</box>
hampi-para: ಉತ್ತಮ ಜಾಗ ಗುರುತಿಸಿ: ಕಮಲಾಪುರದ ಪ್ರಮುಖ ಜಾಗವನ್ನು ವಿಜ್ಞಾನ ಕೇಂದ್ರ ಹಾಗೂ ತಾರಾಲಯ ನಿರ್ಮಾಣಕ್ಕೆ ಉತ್ತಮ ಜಾಗವನ್ನು ಮಂಜೂರು ಮಾಡಲಾಗಿದೆ. ಪ್ರಮುಖ ರಸ್ತೆಯಲ್ಲಿ 10 ಎಕರೆ ಜಾಗ ಮಂಜೂರಾಗಿದ್ದು ಉತ್ತಮ ವಿಜ್ಞಾನ ಕೇಂದ್ರ ಮೂಲಕ ಜಾಗದ ಸದುಪಯೋಗ <box>402 905 550 958</box>
yuvanidhi-article <box>248 46 938 538</box>
hampi-para: ಪಡಿಸಿಕೊಳ್ಳುವಂತೆ ಅಧಿಕಾರಿಗಳಿಗೆ ಸಚಿವರು ಸೂಚಿಸಿದರು. <box>566 820 697 829</box>
author-caption <box>141 715 233 737</box>
